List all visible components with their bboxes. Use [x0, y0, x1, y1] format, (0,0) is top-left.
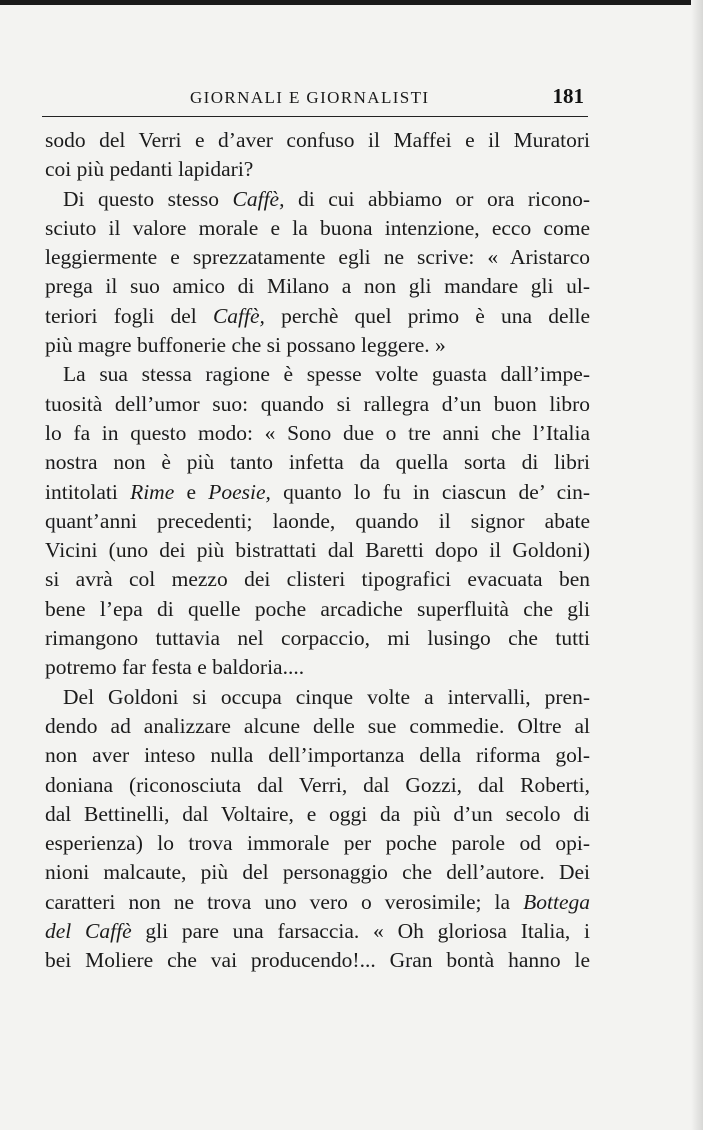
text-line: rimangono tuttavia nel corpaccio, mi lusingo che tutti: [45, 626, 590, 651]
page-top-edge: [0, 0, 703, 5]
page-right-edge: [691, 0, 703, 1130]
text-line: La sua stessa ragione è spesse volte guasta dall’impe-: [63, 362, 590, 387]
text-line: Vicini (uno dei più bistrattati dal Baretti dopo il Goldoni): [45, 538, 590, 563]
text-line: nostra non è più tanto infetta da quella sorta di libri: [45, 450, 590, 475]
text-line: non aver inteso nulla dell’importanza della riforma gol-: [45, 743, 590, 768]
text-line: del Caffè gli pare una farsaccia. « Oh gloriosa Italia, i: [45, 919, 590, 944]
text-line: esperienza) lo trova immorale per poche parole od opi-: [45, 831, 590, 856]
text-line: Del Goldoni si occupa cinque volte a intervalli, pren-: [63, 684, 590, 709]
text-line: leggiermente e sprezzatamente egli ne scrive: « Aristarco: [45, 245, 590, 270]
text-line: coi più pedanti lapidari?: [45, 157, 254, 182]
text-line: intitolati Rime e Poesie, quanto lo fu in ciascun de’ cin-: [45, 479, 591, 504]
page-number: 181: [552, 84, 584, 108]
text-line: potremo far festa e baldoria....: [45, 655, 305, 680]
text-line: Di questo stesso Caffè, di cui abbiamo or ora ricono-: [63, 186, 590, 211]
text-line: sodo del Verri e d’aver confuso il Maffei e il Muratori: [45, 128, 590, 152]
text-line: caratteri non ne trova uno vero o verosimile; la Bottega: [45, 889, 590, 914]
text-line: teriori fogli del Caffè, perchè quel primo è una delle: [45, 303, 590, 328]
text-line: sciuto il valore morale e la buona intenzione, ecco come: [45, 215, 590, 240]
text-line: dal Bettinelli, dal Voltaire, e oggi da più d’un secolo di: [45, 801, 590, 826]
text-line: dendo ad analizzare alcune delle sue commedie. Oltre al: [45, 713, 590, 738]
text-line: tuosità dell’umor suo: quando si rallegra d’un buon libro: [45, 391, 590, 416]
running-header: [40, 84, 588, 112]
body-text: [45, 126, 590, 976]
header-rule: [42, 116, 588, 117]
text-line: si avrà col mezzo dei clisteri tipografici evacuata ben: [45, 567, 590, 592]
text-line: lo fa in questo modo: « Sono due o tre anni che l’Italia: [45, 420, 590, 445]
text-line: prega il suo amico di Milano a non gli mandare gli ul-: [45, 274, 590, 299]
text-line: nioni malcaute, più del personaggio che dell’autore. Dei: [45, 860, 590, 885]
text-line: quant’anni precedenti; laonde, quando il signor abate: [45, 508, 590, 533]
running-title: GIORNALI E GIORNALISTI: [190, 88, 430, 107]
text-line: più magre buffonerie che si possano leggere. »: [45, 333, 446, 358]
text-line: bene l’epa di quelle poche arcadiche superfluità che gli: [45, 596, 590, 621]
text-line: bei Moliere che vai producendo!... Gran bontà hanno le: [45, 948, 590, 973]
text-line: doniana (riconosciuta dal Verri, dal Gozzi, dal Roberti,: [45, 772, 590, 797]
